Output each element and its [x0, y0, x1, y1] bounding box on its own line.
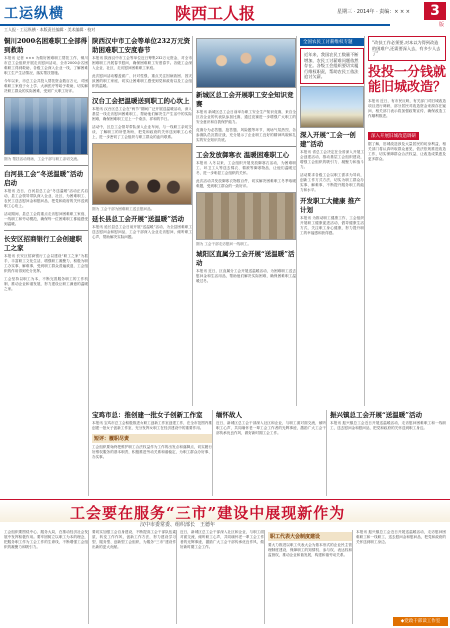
photo-caption: 图为 工会干部为困难职工送去慰问品。: [92, 207, 155, 211]
headline[interactable]: 缅怀故人: [216, 411, 242, 419]
news-photo: [4, 97, 88, 155]
photo-caption: 图为 工会干部走访慰问一线职工。: [196, 242, 252, 246]
bottom-col-3: [180, 530, 265, 624]
article-text: 本报讯 为推动职工健康工作，工会组织开展职工健康促进活动，倡导健康生活方式，关注职工身心健康，努力提升职工的幸福感和获得感。: [300, 215, 364, 235]
section-tag[interactable]: 深入开展旧城改造调研: [368, 132, 419, 140]
article-text: 工会组织要围绕中心、服务大局，在推动经济社会发展中发挥积极作用。要牢固树立以职工为本的理念，把服务职工作为工会工作的生命线，不断增强工会组织的凝聚力和吸引力。: [4, 530, 88, 549]
article-text: 本报讯 近日，白河县总工会“冬送温暖”活动正式启动，县工会领导带队深入企业、社区，为困难职工、农民工送去慰问金和慰问品，把党和政府的关怀送到职工心坎上。: [4, 189, 88, 208]
article-text: 工会坚持以职工为本，不断完善服务职工的工作机制，推动企业和谐发展，努力建设让职工满意的温暖之家。: [4, 277, 88, 291]
news-photo: [300, 86, 364, 128]
banner-byline: 汉中市委常委、组织部长 王德年: [140, 522, 216, 528]
column-5: [368, 36, 446, 406]
article-text: 本报讯 陕西汉中市工会等单位近日筹集232万元资金，对全市困难职工开展春节慰问，确保困难职工安度春节。各级工会深入企业、社区，走访慰问困难职工家庭。: [92, 56, 192, 70]
bottom-banner: [0, 499, 450, 522]
article-text: 本报讯 宝鸡市总工会积极推进女职工创新工作室创建工作，在全市范围内推创建一批女子创新工作室，充分发挥女职工在经济建设中的重要作用。: [92, 421, 212, 430]
article-text: 本报讯 入冬以来，工会组织开展发放御寒衣活动，为困难职工、环卫工人等送去棉衣、棉被等御寒物品，让他们温暖过冬，进一步彰显工会组织的关怀。: [196, 161, 296, 175]
article-text: 本报讯 振兴镇总工会近日开展送温暖活动，走访慰问困难职工和一线职工，送去慰问金和慰问品，把党和政府的关怀送到职工身边。: [330, 421, 446, 430]
header-rule: [0, 24, 390, 26]
news-photo: [92, 143, 192, 205]
issue-meta: 星期三 · 2014年 · 责编：× × ×: [336, 9, 410, 15]
ad-badge[interactable]: ◆党政干部读工作室: [393, 617, 448, 626]
article-text: 活动期间，县总工会将重点走访慰问困难职工家庭、一线职工和劳动模范，确保每一位困难职工都能感受到温暖。: [4, 212, 88, 226]
article-text: 本报讯 新城区总工会日前举办职工安全生产知识竞赛，来自全区各企业的代表队参加比赛，通过竞赛进一步增强广大职工的安全意识和自我保护能力。: [196, 110, 296, 124]
article-text: 本报讯 记者 ××× 为做好困难职工帮扶工作，铜川市总工会组织开展走访慰问活动，全市2000余名困难职工得到救助，各级工会深入企业一线，了解困难职工生产生活情况，落实帮扶措施。: [4, 56, 88, 75]
article-text: 本报讯 近日，区直属分工会开展送温暖活动，为困难职工送去慰问金和生活用品，帮助他们解决实际困难，确保困难职工温暖过冬。: [196, 269, 296, 283]
headline[interactable]: 长安区招商银行工会创建职工之家: [4, 235, 82, 252]
column-4: [300, 36, 365, 406]
article-text: 本报讯 长安区招商银行工会以建设“职工之家”为抓手，丰富职工文化生活，增强职工凝聚力，积极为职工办实事、解难事，受到职工群众普遍欢迎，工会组织的作用得到充分发挥。: [4, 254, 88, 273]
mid-right-story: [330, 410, 446, 496]
headline[interactable]: 开发职工大健康 推产计划: [300, 196, 361, 214]
article-text: 要切实加强工会自身建设，不断提高工会干部队伍素质，转变工作作风，创新工作方法，努力建设学习型、服务型、创新型工会组织，为服务“三市”建设作出新的更大贡献。: [92, 530, 176, 549]
divider: [4, 230, 88, 231]
header-subline: 工人报 · 工运纵横 · 本版责任编辑 · 美术编辑 · 校对: [4, 27, 96, 32]
article-text: 要大力推进以职工代表大会为基本形式的企业民主管理制度建设，保障职工的知情权、参与权、表达权和监督权，推动企业和谐发展，构建和谐劳动关系。: [268, 543, 352, 557]
article-text: 竞赛分为必答题、抢答题、风险题等环节，现场气氛热烈，各参赛队员沉着应战，充分展示了企业职工良好的精神风貌和扎实的安全知识功底。: [196, 128, 296, 142]
article-text: 近日，新城区总工会干部深入社区和企业，与职工面对面交流，倾听职工心声，共同缅怀老一辈工会工作者的光辉事迹，激励广大工会干部传承优良作风，做好新时期工会工作。: [216, 421, 326, 435]
headline[interactable]: 城阳区直属分工会开展“送温暖”活动: [196, 250, 295, 267]
news-photo: [196, 192, 296, 240]
feature-quote: “改扶工作必须要,对本以为得到改造的困难户,还需要深入去，有多少人去了”: [368, 36, 446, 61]
divider: [196, 146, 296, 147]
article-text: 本报讯 汉台区总工会在“两节”期间广泛开展送温暖活动，深入基层一线走访慰问困难职工，帮助他们解决生产生活中的实际困难，确保困难职工过上一个欢乐、祥和的节日。: [92, 107, 192, 121]
page-label: 版: [438, 22, 444, 28]
headline[interactable]: 汉台工会把温暖送到职工的心坎上: [92, 97, 190, 105]
article-text: 今年以来，市总工会共投入帮扶资金数百万元，对困难职工家庭子女上学、大病医疗等给予救助，切实解决职工群众的实际困难，受到广大职工好评。: [4, 79, 88, 93]
article-text: 此次活动共发放御寒衣物数百件，切实解决困难职工冬季取暖难题，受到职工群众的一致好评。: [196, 179, 296, 188]
page-number: 3: [424, 2, 446, 20]
feature-headline[interactable]: 投投一分钱就能旧城改造？: [368, 64, 446, 95]
divider: [92, 92, 192, 93]
article-text: 工会组织要始终把维护职工合法权益作为工作的出发点和落脚点，切实履行好维权服务的基本职责，积极推进劳动关系和谐稳定，为职工群众办好事、办实事。: [92, 445, 212, 459]
bottom-col-4: [268, 530, 353, 624]
mid-center-story: [216, 410, 327, 496]
headline[interactable]: 工会发放御寒衣 温暖困难职工心: [196, 151, 290, 159]
article-text: 本报讯 省总工会决定在全省深入开展工会创建活动，推动基层工会组织建设，增强工会组织的吸引力、凝聚力和战斗力。: [300, 149, 364, 169]
bottom-col-2: [92, 530, 177, 624]
paper-name: 陕西工人报: [175, 4, 256, 23]
headline[interactable]: 铜川2000名困难职工全部得到救助: [4, 37, 88, 54]
article-text: 本报讯 近日，有市民反映，有关部门对旧城改造项目进行调研，部分居民对改造资金来源存在疑问，相关部门表示将加强政策宣传，确保改造工作顺利推进。: [368, 98, 446, 118]
box-title: 短评：履职尽责: [92, 434, 212, 443]
article-text: 此次慰问活动覆盖面广、针对性强，重点关注因病致困、因灾致困的职工家庭，切实让困难职工感受到党和政府以及工会组织的温暖。: [92, 74, 192, 88]
lead-quote: 近年来，我国农民工数量不断增加，农民工讨薪难问题依然存在。各级工会组织要切实履行维权职责，帮助农民工依法追讨欠薪。: [300, 48, 364, 84]
headline[interactable]: 振兴镇总工会开展“送温暖”活动: [330, 411, 422, 419]
banner-headline[interactable]: 工会要在服务“三市”建设中展现新作为: [70, 504, 346, 522]
section-title: 工运纵横: [4, 6, 64, 22]
news-photo: [196, 38, 296, 88]
headline[interactable]: 新城区总工会开展职工安全知识竞赛: [196, 91, 294, 108]
headline[interactable]: 白河县工会“冬送温暖”活动启动: [4, 170, 83, 187]
mid-left-story: [92, 410, 213, 496]
column-1: [4, 36, 89, 496]
article-text: 活动中，区总工会领导带队深入企业车间，与一线职工亲切交谈，了解职工的所思所盼，把党和政府的关怀送到职工心坎上，进一步密切了工会组织与职工群众的血肉联系。: [92, 125, 192, 139]
headline[interactable]: 延长县总工会开展“送温暖”活动: [92, 215, 184, 223]
article-text: 活动要求各级工会以职工需求为导向，创新工作方式方法，切实为职工群众办实事、解难事，不断提升服务职工的能力和水平。: [300, 172, 364, 192]
divider: [4, 165, 88, 166]
article-text: 本报讯 振兴镇总工会近日开展送温暖活动，走访慰问困难职工和一线职工，送去慰问金和慰问品，把党和政府的关怀送到职工身边。: [356, 530, 446, 544]
article-text: 据了解，旧城改造涉及大量居民的切身利益，相关部门将认真听取群众意见，依法依规推进改造工作，切实保障群众合法权益，让改造成果惠及更多群众。: [368, 141, 446, 161]
photo-caption: 图为 帮扶活动现场，工会干部与职工亲切交流。: [4, 157, 81, 161]
bottom-col-5: [356, 530, 446, 614]
article-text: 本报讯 延长县总工会日前开展“送温暖”活动，为全县困难职工送去慰问金和慰问品，工会干部深入企业走访慰问，倾听职工心声，帮助解决实际问题。: [92, 225, 192, 239]
box-title: 职工代表大会制度建设: [268, 532, 352, 541]
headline[interactable]: 陕西汉中市工会等单位232万元资助困难职工安度春节: [92, 37, 191, 54]
headline[interactable]: 宝鸡市总：推创建一批女子创新工作室: [92, 411, 203, 419]
bottom-col-1: [4, 530, 89, 624]
article-text: 近日，新城区总工会干部深入社区和企业，与职工面对面交流，倾听职工心声，共同缅怀老一辈工会工作者的光辉事迹，激励广大工会干部传承优良作风，做好新时期工会工作。: [180, 530, 264, 549]
headline[interactable]: 深入开展“工会一创建”活动: [300, 130, 356, 148]
topic-banner[interactable]: 全国农民工讨薪维权专题: [300, 38, 364, 46]
column-2: [92, 36, 193, 406]
column-3: [196, 36, 297, 406]
